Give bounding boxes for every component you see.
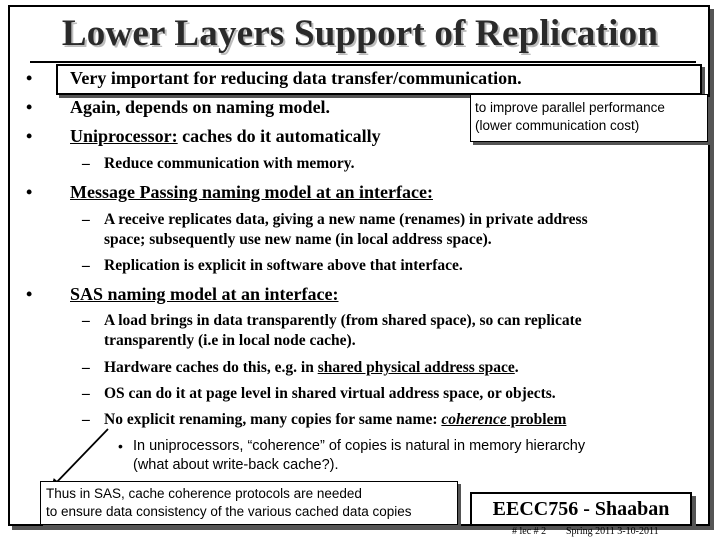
bullet-dot: •: [26, 126, 33, 146]
callout-performance-line1: to improve parallel performance: [475, 100, 665, 115]
bullet-dot: •: [26, 97, 33, 117]
bullet-4-sub1-line2: space; subsequently use new name (in local address space).: [104, 231, 492, 248]
bullet-5-sub4-prefix: No explicit renaming, many copies for same name:: [104, 411, 442, 428]
bullet-5-sub1-line2: transparently (i.e in local node cache).: [104, 332, 356, 349]
bullet-4: Message Passing naming model at an interface:: [70, 182, 433, 202]
dash: –: [82, 211, 90, 228]
bullet-5-sub1-line1: A load brings in data transparently (from shared space), so can replicate: [104, 312, 582, 329]
footer-lecture: # lec # 2: [512, 526, 547, 537]
bullet-dot: •: [26, 68, 33, 88]
title-underline: [30, 61, 696, 63]
bullet-1: Very important for reducing data transfer/communication.: [70, 68, 522, 88]
bullet-4-sub2: Replication is explicit in software above that interface.: [104, 257, 463, 274]
bullet-3-sub: Reduce communication with memory.: [104, 155, 355, 172]
sub-bullet-dot: •: [118, 438, 123, 454]
sub-bullet-line2: (what about write-back cache?).: [133, 457, 339, 473]
bullet-dot: •: [26, 182, 33, 202]
bullet-5-sub4-suffix: problem: [506, 411, 567, 428]
dash: –: [82, 411, 90, 428]
footer-term: Spring 2011 3-10-2011: [566, 526, 659, 537]
bullet-3: [70, 126, 381, 146]
slide-title: Lower Layers Support of Replication: [61, 13, 659, 54]
bullet-3-rest: caches do it automatically: [177, 126, 381, 146]
course-badge: EECC756 - Shaaban: [470, 492, 692, 526]
bullet-5-sub3: OS can do it at page level in shared virtual address space, or objects.: [104, 385, 556, 402]
coherence-term: coherence: [441, 411, 507, 428]
bullet-5-sub4: [104, 410, 566, 430]
dash: –: [82, 312, 90, 329]
dash: –: [82, 155, 90, 172]
shared-physical-address-space: shared physical address space: [317, 359, 515, 376]
bullet-5-sub2-suffix: .: [514, 359, 519, 376]
bullet-2: Again, depends on naming model.: [70, 97, 331, 117]
bullet-dot: •: [26, 284, 33, 304]
callout-performance: [470, 94, 708, 142]
bullet-5-sub2: [104, 358, 519, 378]
dash: –: [82, 385, 90, 402]
callout-sas-line2: to ensure data consistency of the various cached data copies: [46, 504, 412, 519]
bullet-3-prefix: Uniprocessor:: [70, 126, 178, 146]
bullet-5: SAS naming model at an interface:: [70, 284, 339, 304]
callout-performance-line2: (lower communication cost): [475, 118, 640, 133]
callout-sas-coherence: [40, 481, 458, 525]
bullet-4-sub1-line1: A receive replicates data, giving a new name (renames) in private address: [104, 211, 588, 228]
dash: –: [82, 257, 90, 274]
bullet-5-sub2-prefix: Hardware caches do this, e.g. in: [104, 359, 318, 376]
sub-bullet-line1: In uniprocessors, “coherence” of copies is natural in memory hierarchy: [133, 438, 586, 454]
dash: –: [82, 359, 90, 376]
callout-sas-line1: Thus in SAS, cache coherence protocols are needed: [46, 486, 362, 501]
